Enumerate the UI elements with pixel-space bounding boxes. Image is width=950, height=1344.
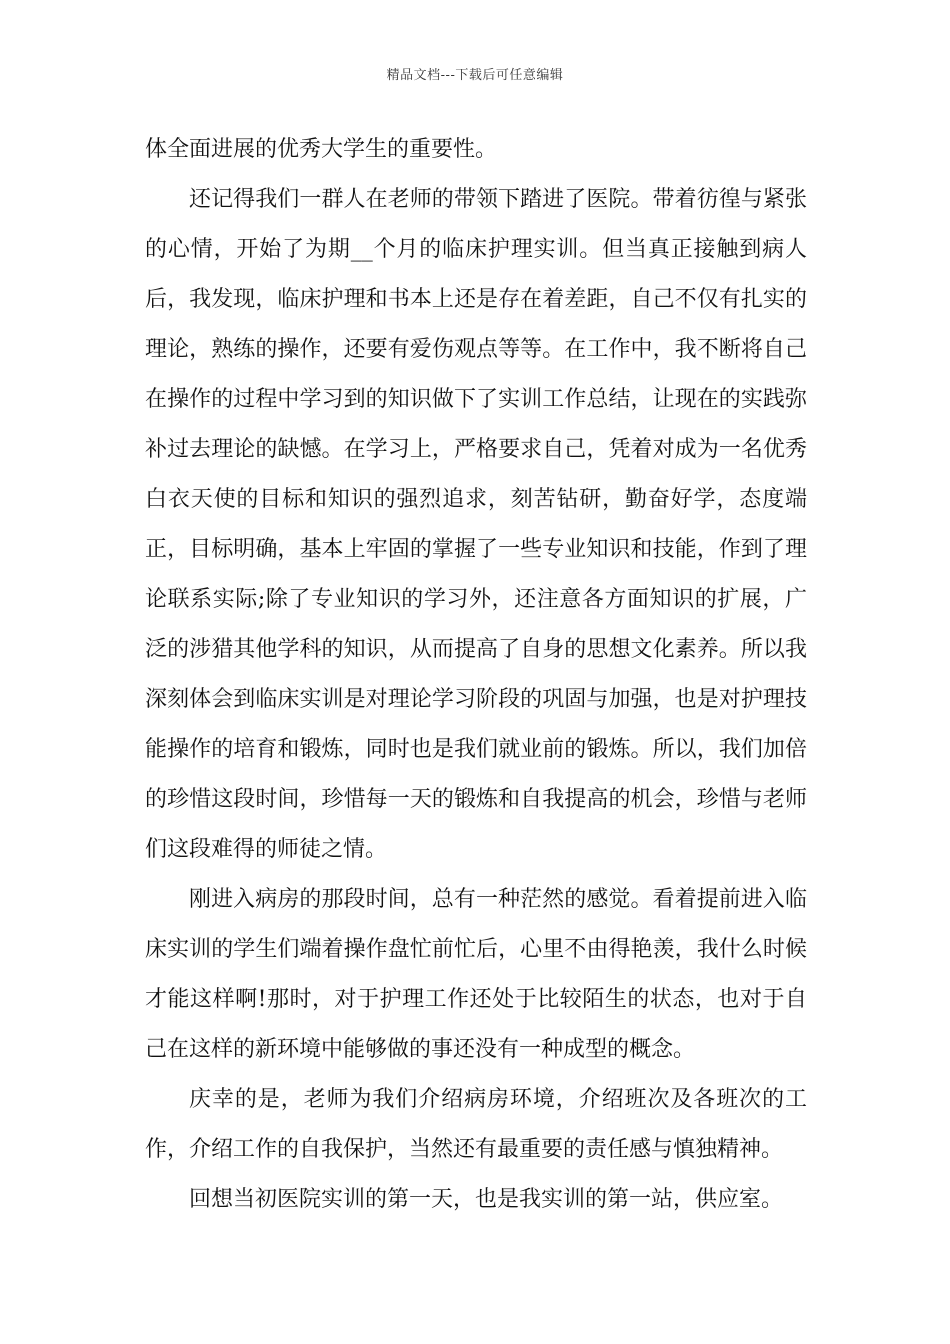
- paragraph: 庆幸的是，老师为我们介绍病房环境，介绍班次及各班次的工作，介绍工作的自我保护，当然还有最重要的责任感与慎独精神。: [145, 1087, 807, 1162]
- paragraph: 还记得我们一群人在老师的带领下踏进了医院。带着彷徨与紧张的心情，开始了为期__个月的临床护理实训。但当真正接触到病人后，我发现，临床护理和书本上还是存在着差距，自己不仅有扎实的理论，熟练的操作，还要有爱伤观点等等。在工作中，我不断将自己在操作的过程中学习到的知识做下了实训工作总结，让现在的实践弥补过去理论的缺憾。在学习上，严格要求自己，凭着对成为一名优秀白衣天使的目标和知识的强烈追求，刻苦钻研，勤奋好学，态度端正，目标明确，基本上牢固的掌握了一些专业知识和技能，作到了理论联系实际;除了专业知识的学习外，还注意各方面知识的扩展，广泛的涉猎其他学科的知识，从而提高了自身的思想文化素养。所以我深刻体会到临床实训是对理论学习阶段的巩固与加强，也是对护理技能操作的培育和锻炼，同时也是我们就业前的锻炼。所以，我们加倍的珍惜这段时间，珍惜每一天的锻炼和自我提高的机会，珍惜与老师们这段难得的师徒之情。: [145, 187, 807, 862]
- page-header: 精品文档---下载后可任意编辑: [386, 68, 564, 83]
- paragraph: 刚进入病房的那段时间，总有一种茫然的感觉。看着提前进入临床实训的学生们端着操作盘忙前忙后，心里不由得艳羡，我什么时候才能这样啊!那时，对于护理工作还处于比较陌生的状态，也对于自己在这样的新环境中能够做的事还没有一种成型的概念。: [145, 887, 807, 1062]
- paragraph-continuation: 体全面进展的优秀大学生的重要性。: [145, 137, 498, 162]
- document-body: [145, 125, 807, 1225]
- paragraph: 回想当初医院实训的第一天，也是我实训的第一站，供应室。: [189, 1187, 784, 1212]
